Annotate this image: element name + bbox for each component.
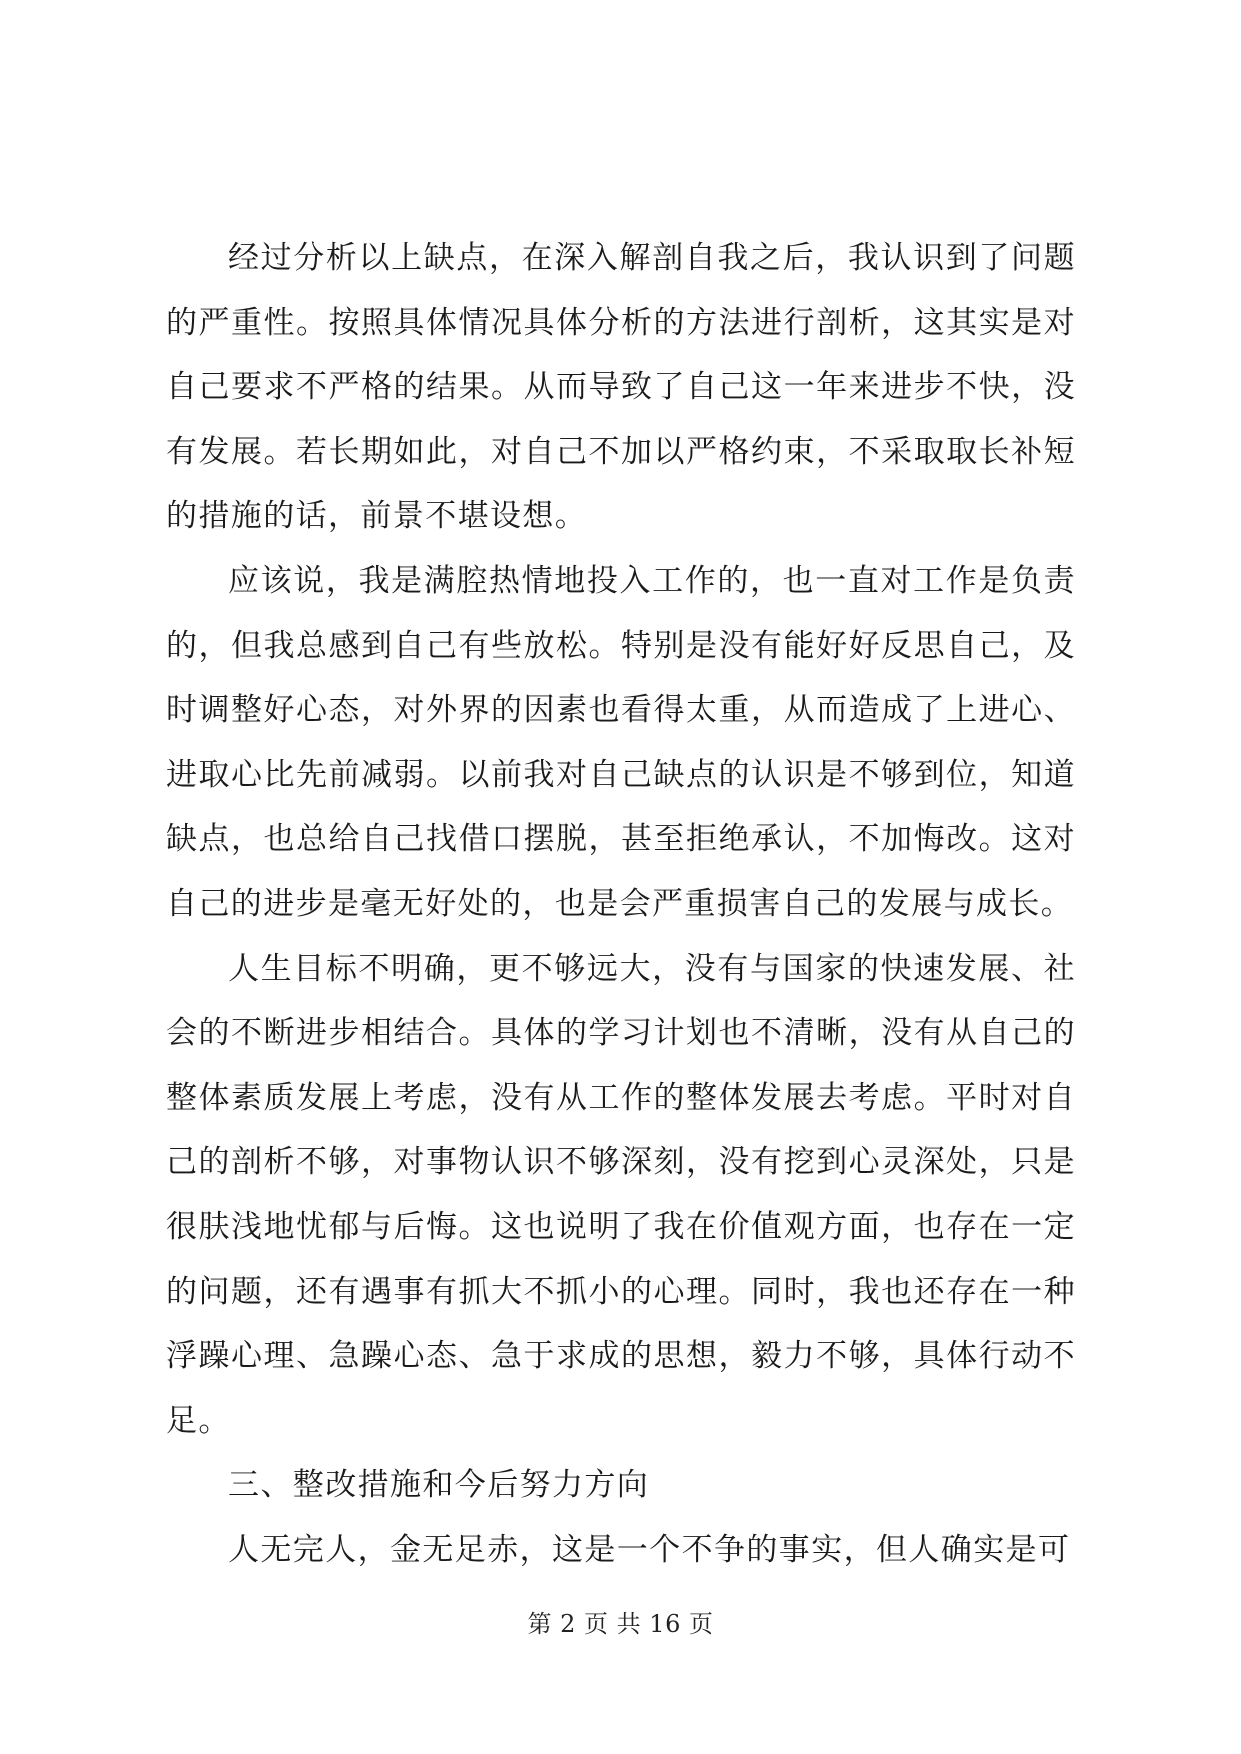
paragraph-life-goals: 人生目标不明确，更不够远大，没有与国家的快速发展、社会的不断进步相结合。具体的学习计划也不清晰，没有从自己的整体素质发展上考虑，没有从工作的整体发展去考虑。平时对自己的剖析不够，对事物认识不够深刻，没有挖到心灵深处，只是很肤浅地忧郁与后悔。这也说明了我在价值观方面，也存在一定的问题，还有遇事有抓大不抓小的心理。同时，我也还存在一种浮躁心理、急躁心态、急于求成的思想，毅力不够，具体行动不足。 <box>166 950 1076 1439</box>
document-body <box>166 226 1076 1582</box>
paragraph-improvement-start: 人无完人，金无足赤，这是一个不争的事实，但人确实是可 <box>228 1531 1071 1568</box>
section-heading: 三、整改措施和今后努力方向 <box>228 1467 650 1504</box>
paragraph-self-analysis: 经过分析以上缺点，在深入解剖自我之后，我认识到了问题的严重性。按照具体情况具体分析的方法进行剖析，这其实是对自己要求不严格的结果。从而导致了自己这一年来进步不快，没有发展。若长期如此，对自己不加以严格约束，不采取取长补短的措施的话，前景不堪设想。 <box>166 240 1076 535</box>
paragraph-work-attitude: 应该说，我是满腔热情地投入工作的，也一直对工作是负责的，但我总感到自己有些放松。特别是没有能好好反思自己，及时调整好心态，对外界的因素也看得太重，从而造成了上进心、进取心比先前减弱。以前我对自己缺点的认识是不够到位，知道缺点，也总给自己找借口摆脱，甚至拒绝承认，不加悔改。这对自己的进步是毫无好处的，也是会严重损害自己的发展与成长。 <box>166 562 1076 922</box>
page-number-footer: 第 2 页 共 16 页 <box>527 1610 714 1638</box>
